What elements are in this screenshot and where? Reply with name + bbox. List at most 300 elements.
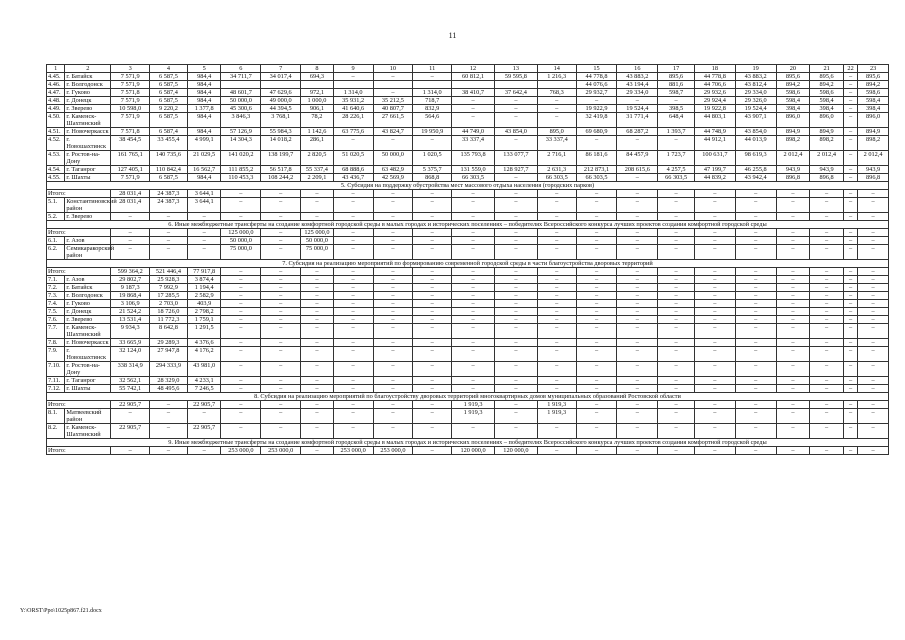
value-cell: 19 950,9 [413, 128, 452, 136]
value-cell: – [452, 213, 495, 221]
value-cell: – [810, 401, 844, 409]
value-cell: – [413, 237, 452, 245]
value-cell: 50 000,0 [221, 237, 261, 245]
column-number: 6 [221, 65, 261, 73]
value-cell: – [333, 292, 373, 300]
value-cell: 28 226,1 [333, 113, 373, 128]
value-cell: – [843, 151, 857, 166]
value-cell: – [221, 276, 261, 284]
value-cell: 50 000,0 [221, 97, 261, 105]
value-cell: – [735, 347, 776, 362]
value-cell: – [843, 362, 857, 377]
value-cell: 24 387,3 [150, 190, 188, 198]
value-cell: 1 020,5 [413, 151, 452, 166]
value-cell: – [413, 385, 452, 393]
value-cell: 138 199,7 [261, 151, 301, 166]
value-cell: – [261, 237, 301, 245]
row-number: 4.52. [47, 136, 65, 151]
value-cell: – [858, 347, 889, 362]
value-cell: – [111, 447, 150, 455]
value-cell: – [617, 447, 658, 455]
value-cell: – [221, 362, 261, 377]
value-cell: – [452, 198, 495, 213]
value-cell: 3 846,3 [221, 113, 261, 128]
value-cell: – [111, 229, 150, 237]
row-number: 7.10. [47, 362, 65, 377]
value-cell: – [658, 229, 695, 237]
value-cell: 1 194,4 [187, 284, 221, 292]
value-cell: – [261, 339, 301, 347]
value-cell: 43 883,2 [735, 73, 776, 81]
value-cell: 398,4 [810, 105, 844, 113]
value-cell: – [617, 308, 658, 316]
value-cell: 21 029,5 [187, 151, 221, 166]
value-cell: 894,2 [858, 81, 889, 89]
value-cell: – [658, 347, 695, 362]
municipality-name: г. Волгодонск [65, 292, 111, 300]
row-number: 8.1. [47, 409, 65, 424]
value-cell: – [735, 229, 776, 237]
value-cell: 57 126,9 [221, 128, 261, 136]
value-cell: – [658, 324, 695, 339]
value-cell: – [373, 385, 413, 393]
value-cell: 1 142,6 [301, 128, 334, 136]
table-row [47, 229, 889, 237]
value-cell: – [843, 292, 857, 300]
value-cell: 22 905,7 [111, 401, 150, 409]
value-cell: – [576, 347, 617, 362]
row-number: 4.47. [47, 89, 65, 97]
value-cell: – [576, 339, 617, 347]
value-cell: – [373, 136, 413, 151]
value-cell: – [810, 300, 844, 308]
value-cell: – [843, 268, 857, 276]
value-cell: 4 176,2 [187, 347, 221, 362]
value-cell: – [776, 324, 810, 339]
value-cell: – [810, 424, 844, 439]
value-cell: – [452, 316, 495, 324]
value-cell: – [735, 237, 776, 245]
municipality-name: г. Гуково [65, 89, 111, 97]
value-cell: – [187, 213, 221, 221]
value-cell: 78,2 [301, 113, 334, 128]
value-cell: – [810, 308, 844, 316]
municipality-name: г. Донецк [65, 308, 111, 316]
value-cell: – [810, 190, 844, 198]
section-title-row [47, 439, 889, 447]
value-cell: – [694, 409, 735, 424]
value-cell: – [537, 198, 576, 213]
value-cell: 6 587,4 [150, 89, 188, 97]
value-cell: 29 289,3 [150, 339, 188, 347]
value-cell: 44 748,9 [694, 128, 735, 136]
value-cell: – [221, 424, 261, 439]
column-number: 1 [47, 65, 65, 73]
value-cell: – [494, 316, 537, 324]
value-cell: – [858, 292, 889, 300]
value-cell: 294 333,9 [150, 362, 188, 377]
table-row [47, 292, 889, 300]
value-cell: – [221, 401, 261, 409]
value-cell: – [694, 308, 735, 316]
value-cell: – [537, 190, 576, 198]
value-cell: 63 482,9 [373, 166, 413, 174]
value-cell: 66 303,5 [658, 174, 695, 182]
table-row [47, 347, 889, 362]
value-cell: – [735, 198, 776, 213]
value-cell: 43 824,7 [373, 128, 413, 136]
value-cell: – [776, 377, 810, 385]
value-cell: – [776, 362, 810, 377]
value-cell: 45 300,6 [221, 105, 261, 113]
value-cell: 11 772,3 [150, 316, 188, 324]
value-cell: – [537, 292, 576, 300]
value-cell: 56 517,8 [261, 166, 301, 174]
value-cell: 140 735,6 [150, 151, 188, 166]
value-cell: – [494, 284, 537, 292]
value-cell: 7 246,5 [187, 385, 221, 393]
value-cell: 32 124,0 [111, 347, 150, 362]
value-cell: – [150, 424, 188, 439]
value-cell: 4 233,1 [187, 377, 221, 385]
value-cell: – [858, 316, 889, 324]
value-cell: – [776, 347, 810, 362]
table-row [47, 213, 889, 221]
value-cell: – [413, 73, 452, 81]
value-cell: – [373, 377, 413, 385]
value-cell: – [494, 245, 537, 260]
value-cell: 29 932,6 [694, 89, 735, 97]
value-cell: – [301, 276, 334, 284]
value-cell: – [576, 190, 617, 198]
value-cell: – [301, 198, 334, 213]
value-cell: 19 524,4 [735, 105, 776, 113]
value-cell [373, 81, 413, 89]
row-number: 6.2. [47, 245, 65, 260]
budget-table [46, 64, 889, 455]
value-cell: 44 394,5 [261, 105, 301, 113]
value-cell: – [413, 268, 452, 276]
table-row [47, 151, 889, 166]
value-cell: – [413, 401, 452, 409]
value-cell: 3 644,1 [187, 190, 221, 198]
municipality-name: г. Зверево [65, 105, 111, 113]
value-cell: 98 619,3 [735, 151, 776, 166]
value-cell: 29 924,4 [694, 97, 735, 105]
value-cell: – [187, 237, 221, 245]
value-cell: – [576, 276, 617, 284]
value-cell: – [494, 308, 537, 316]
value-cell: – [187, 245, 221, 260]
value-cell: 43 981,0 [187, 362, 221, 377]
table-row [47, 89, 889, 97]
value-cell: – [617, 347, 658, 362]
value-cell: – [373, 308, 413, 316]
value-cell: 1 314,0 [333, 89, 373, 97]
value-cell: – [735, 447, 776, 455]
value-cell: – [261, 190, 301, 198]
value-cell: – [735, 284, 776, 292]
value-cell: – [810, 409, 844, 424]
value-cell: 4 376,6 [187, 339, 221, 347]
table-row [47, 198, 889, 213]
value-cell: – [617, 316, 658, 324]
value-cell: – [617, 268, 658, 276]
value-cell: – [221, 292, 261, 300]
value-cell: – [333, 268, 373, 276]
row-number: 7.4. [47, 300, 65, 308]
value-cell: – [858, 308, 889, 316]
value-cell: – [735, 316, 776, 324]
value-cell: 3 768,1 [261, 113, 301, 128]
value-cell: – [843, 198, 857, 213]
value-cell: – [333, 362, 373, 377]
value-cell: 896,0 [810, 113, 844, 128]
value-cell: 898,2 [858, 136, 889, 151]
value-cell: 984,4 [187, 73, 221, 81]
row-number: 7.8. [47, 339, 65, 347]
value-cell: 648,4 [658, 113, 695, 128]
value-cell: – [301, 308, 334, 316]
value-cell: – [576, 292, 617, 300]
value-cell: – [576, 245, 617, 260]
value-cell: – [261, 300, 301, 308]
value-cell: 44 706,6 [694, 81, 735, 89]
value-cell: – [452, 300, 495, 308]
value-cell: 7 571,9 [111, 174, 150, 182]
value-cell: – [373, 339, 413, 347]
value-cell: – [735, 324, 776, 339]
row-number: 7.2. [47, 284, 65, 292]
table-row [47, 113, 889, 128]
value-cell: – [576, 300, 617, 308]
value-cell: 7 992,9 [150, 284, 188, 292]
value-cell: – [261, 324, 301, 339]
value-cell: – [452, 377, 495, 385]
value-cell: – [858, 447, 889, 455]
value-cell: – [658, 377, 695, 385]
value-cell: 895,6 [810, 73, 844, 81]
value-cell: – [810, 229, 844, 237]
value-cell: – [494, 292, 537, 300]
municipality-name: г. Азов [65, 237, 111, 245]
value-cell: – [576, 316, 617, 324]
value-cell: – [576, 362, 617, 377]
value-cell: – [494, 190, 537, 198]
value-cell: 120 000,0 [494, 447, 537, 455]
value-cell: – [333, 237, 373, 245]
value-cell: – [221, 385, 261, 393]
value-cell: – [810, 198, 844, 213]
value-cell: – [301, 377, 334, 385]
value-cell: – [221, 347, 261, 362]
value-cell: 1 919,3 [537, 401, 576, 409]
value-cell [537, 81, 576, 89]
value-cell: – [617, 276, 658, 284]
value-cell: – [373, 190, 413, 198]
value-cell: – [413, 190, 452, 198]
value-cell: – [373, 237, 413, 245]
value-cell: 598,6 [858, 89, 889, 97]
value-cell: 7 571,9 [111, 113, 150, 128]
value-cell: – [735, 308, 776, 316]
municipality-name: Семикаракорский район [66, 245, 115, 259]
page-number: 11 [448, 31, 457, 40]
value-cell: – [658, 316, 695, 324]
value-cell: – [658, 198, 695, 213]
value-cell: – [261, 347, 301, 362]
value-cell: – [301, 339, 334, 347]
value-cell: – [658, 385, 695, 393]
municipality-name: г. Шахты [65, 174, 111, 182]
value-cell: – [494, 136, 537, 151]
value-cell: – [452, 245, 495, 260]
value-cell: – [333, 377, 373, 385]
value-cell: 44 749,0 [452, 128, 495, 136]
value-cell: – [776, 213, 810, 221]
value-cell: 28 031,4 [111, 198, 150, 213]
value-cell: – [494, 401, 537, 409]
value-cell: – [776, 385, 810, 393]
value-cell: – [373, 245, 413, 260]
value-cell: 28 031,4 [111, 190, 150, 198]
value-cell: – [776, 237, 810, 245]
value-cell: – [658, 276, 695, 284]
value-cell: 896,0 [776, 113, 810, 128]
row-number: 7.6. [47, 316, 65, 324]
value-cell: – [694, 316, 735, 324]
value-cell: – [150, 213, 188, 221]
column-number: 2 [65, 65, 111, 73]
value-cell: – [858, 409, 889, 424]
value-cell: – [150, 229, 188, 237]
value-cell: – [776, 276, 810, 284]
section-title: 8. Субсидия на реализацию мероприятий по благоустройству дворовых территорий многоквартирных домов муниципальных образований Ростовской области [47, 393, 889, 401]
value-cell: 2 012,4 [776, 151, 810, 166]
municipality-name: г. Гуково [65, 300, 111, 308]
value-cell: – [537, 268, 576, 276]
value-cell: – [333, 300, 373, 308]
value-cell: – [537, 97, 576, 105]
value-cell: 22 905,7 [187, 424, 221, 439]
value-cell: 2 703,0 [150, 300, 188, 308]
row-total-label: Итого: [47, 401, 111, 409]
value-cell: – [776, 245, 810, 260]
value-cell: – [843, 385, 857, 393]
value-cell: – [494, 385, 537, 393]
value-cell: – [301, 300, 334, 308]
value-cell: 212 873,1 [576, 166, 617, 174]
value-cell: 111 855,2 [221, 166, 261, 174]
value-cell: – [810, 276, 844, 284]
value-cell: 19 922,8 [694, 105, 735, 113]
value-cell: 46 255,8 [735, 166, 776, 174]
value-cell: – [413, 213, 452, 221]
table-row [47, 409, 889, 424]
value-cell: 6 587,5 [150, 81, 188, 89]
value-cell: – [576, 268, 617, 276]
value-cell: – [494, 377, 537, 385]
value-cell: – [537, 213, 576, 221]
value-cell: – [150, 409, 188, 424]
value-cell: – [413, 245, 452, 260]
value-cell: 1 000,0 [301, 97, 334, 105]
column-number: 21 [810, 65, 844, 73]
value-cell: 18 726,0 [150, 308, 188, 316]
value-cell: 68 888,6 [333, 166, 373, 174]
value-cell: – [617, 229, 658, 237]
value-cell: – [617, 198, 658, 213]
value-cell: – [494, 105, 537, 113]
value-cell: 29 932,7 [576, 89, 617, 97]
row-number: 5.1. [47, 198, 65, 213]
value-cell: – [617, 362, 658, 377]
value-cell: – [373, 401, 413, 409]
value-cell: 906,1 [301, 105, 334, 113]
municipality-name: г. Зверево [65, 213, 111, 221]
value-cell: – [261, 316, 301, 324]
value-cell: – [373, 316, 413, 324]
value-cell: 68 287,2 [617, 128, 658, 136]
value-cell: – [413, 347, 452, 362]
value-cell: – [413, 229, 452, 237]
value-cell [494, 81, 537, 89]
column-number: 12 [452, 65, 495, 73]
table-row [47, 447, 889, 455]
value-cell: – [658, 190, 695, 198]
value-cell: – [301, 409, 334, 424]
value-cell: – [452, 237, 495, 245]
value-cell: 55 337,4 [301, 166, 334, 174]
value-cell: 38 454,5 [111, 136, 150, 151]
value-cell: 44 839,2 [694, 174, 735, 182]
value-cell: – [843, 447, 857, 455]
value-cell: – [261, 213, 301, 221]
value-cell: – [494, 268, 537, 276]
value-cell: – [810, 284, 844, 292]
row-number: 4.50. [47, 113, 65, 128]
value-cell: 5 375,7 [413, 166, 452, 174]
value-cell: – [261, 308, 301, 316]
value-cell: – [776, 198, 810, 213]
value-cell: 27 947,8 [150, 347, 188, 362]
value-cell: – [150, 245, 188, 260]
value-cell: 6 587,5 [150, 174, 188, 182]
value-cell: 943,9 [810, 166, 844, 174]
value-cell: – [843, 347, 857, 362]
value-cell: – [301, 324, 334, 339]
table-row [47, 136, 889, 151]
value-cell: – [452, 339, 495, 347]
value-cell: 49 000,0 [261, 97, 301, 105]
value-cell: – [776, 292, 810, 300]
value-cell: – [373, 292, 413, 300]
column-number: 11 [413, 65, 452, 73]
value-cell: – [333, 385, 373, 393]
value-cell: – [111, 245, 150, 260]
value-cell: – [617, 284, 658, 292]
value-cell: – [576, 447, 617, 455]
table-row [47, 316, 889, 324]
value-cell: – [843, 245, 857, 260]
value-cell: – [373, 276, 413, 284]
value-cell: – [187, 409, 221, 424]
value-cell: – [413, 324, 452, 339]
value-cell: – [537, 324, 576, 339]
value-cell: – [452, 229, 495, 237]
value-cell: – [452, 284, 495, 292]
value-cell: – [617, 97, 658, 105]
